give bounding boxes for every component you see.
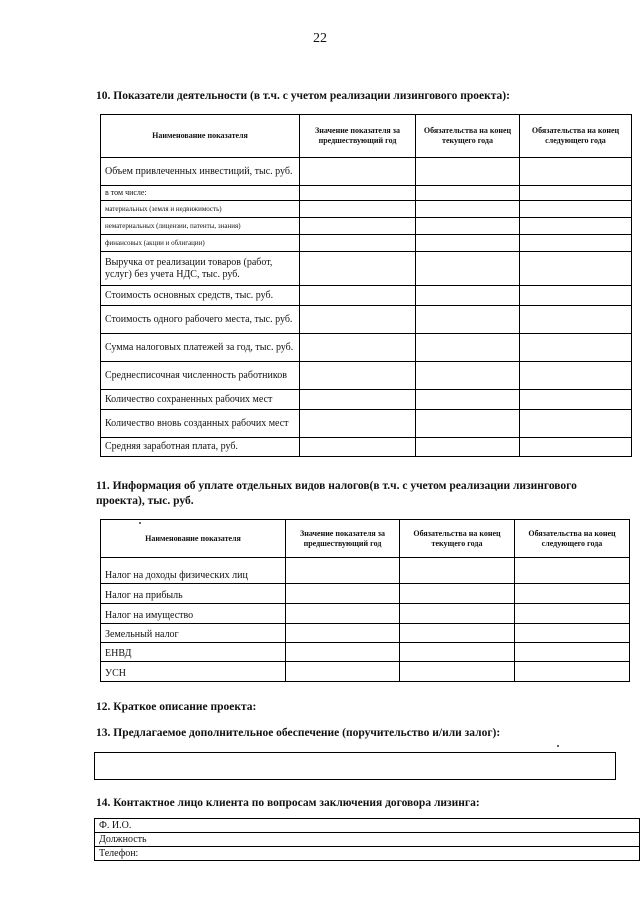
row-label: Налог на доходы физических лиц bbox=[101, 558, 286, 584]
value-cell[interactable] bbox=[300, 158, 416, 186]
row-label: в том числе: bbox=[101, 186, 300, 201]
row-label: ЕНВД bbox=[101, 643, 286, 662]
value-cell[interactable] bbox=[286, 558, 400, 584]
row-label: Объем привлеченных инвестиций, тыс. руб. bbox=[101, 158, 300, 186]
section-14-title: 14. Контактное лицо клиента по вопросам заключения договора лизинга: bbox=[96, 797, 480, 809]
value-cell[interactable] bbox=[400, 662, 515, 682]
section-13-title: 13. Предлагаемое дополнительное обеспечение (поручительство и/или залог): bbox=[96, 727, 501, 739]
row-label: материальных (земля и недвижимость) bbox=[101, 201, 300, 218]
table-row bbox=[101, 390, 632, 410]
value-cell[interactable] bbox=[300, 334, 416, 362]
table-row bbox=[95, 833, 640, 847]
value-cell[interactable] bbox=[520, 235, 632, 252]
value-cell[interactable] bbox=[300, 438, 416, 457]
value-cell[interactable] bbox=[400, 624, 515, 643]
row-label: Земельный налог bbox=[101, 624, 286, 643]
value-cell[interactable] bbox=[515, 624, 630, 643]
value-cell[interactable] bbox=[515, 643, 630, 662]
value-cell[interactable] bbox=[520, 410, 632, 438]
table-row bbox=[101, 438, 632, 457]
row-label: Выручка от реализации товаров (работ, услуг) без учета НДС, тыс. руб. bbox=[101, 252, 300, 286]
header-next-year: Обязательства на конец следующего года bbox=[515, 520, 630, 558]
value-cell[interactable] bbox=[416, 438, 520, 457]
table-row bbox=[101, 286, 632, 306]
row-label: Количество вновь созданных рабочих мест bbox=[101, 410, 300, 438]
row-label: Налог на имущество bbox=[101, 604, 286, 624]
value-cell[interactable] bbox=[416, 201, 520, 218]
value-cell[interactable] bbox=[300, 362, 416, 390]
value-cell[interactable] bbox=[286, 662, 400, 682]
row-label: Налог на прибыль bbox=[101, 584, 286, 604]
table-row bbox=[101, 584, 630, 604]
section-11-title: 11. Информация об уплате отдельных видов налогов(в т.ч. с учетом реализации лизингового проекта), тыс. руб. bbox=[96, 480, 577, 507]
page-number: 22 bbox=[313, 31, 327, 46]
value-cell[interactable] bbox=[416, 306, 520, 334]
row-label: Средняя заработная плата, руб. bbox=[101, 438, 300, 457]
header-previous-year: Значение показателя за предшествующий год bbox=[300, 115, 416, 158]
value-cell[interactable] bbox=[520, 286, 632, 306]
contact-position-field[interactable]: Должность bbox=[95, 833, 640, 847]
value-cell[interactable] bbox=[300, 390, 416, 410]
value-cell[interactable] bbox=[416, 410, 520, 438]
table-row bbox=[101, 158, 632, 186]
table-row bbox=[101, 662, 630, 682]
row-label: Стоимость одного рабочего места, тыс. руб. bbox=[101, 306, 300, 334]
header-indicator-name: Наименование показателя bbox=[101, 115, 300, 158]
section-11-table bbox=[100, 519, 630, 682]
value-cell[interactable] bbox=[416, 158, 520, 186]
table-row bbox=[101, 334, 632, 362]
value-cell[interactable] bbox=[515, 584, 630, 604]
value-cell[interactable] bbox=[286, 604, 400, 624]
value-cell[interactable] bbox=[520, 362, 632, 390]
table-row bbox=[101, 643, 630, 662]
value-cell[interactable] bbox=[400, 558, 515, 584]
row-label: Сумма налоговых платежей за год, тыс. руб. bbox=[101, 334, 300, 362]
row-label: Среднесписочная численность работников bbox=[101, 362, 300, 390]
table-row bbox=[101, 624, 630, 643]
value-cell[interactable] bbox=[300, 306, 416, 334]
row-label: Стоимость основных средств, тыс. руб. bbox=[101, 286, 300, 306]
collateral-field[interactable] bbox=[94, 752, 616, 780]
value-cell[interactable] bbox=[515, 662, 630, 682]
value-cell[interactable] bbox=[300, 410, 416, 438]
table-row bbox=[101, 235, 632, 252]
scan-dot bbox=[557, 745, 559, 747]
row-label: нематериальных (лицензии, патенты, знания) bbox=[101, 218, 300, 235]
header-current-year: Обязательства на конец текущего года bbox=[400, 520, 515, 558]
value-cell[interactable] bbox=[515, 558, 630, 584]
value-cell[interactable] bbox=[400, 643, 515, 662]
table-row bbox=[95, 847, 640, 861]
table-row bbox=[101, 604, 630, 624]
table-row bbox=[101, 306, 632, 334]
section-10-title: 10. Показатели деятельности (в т.ч. с учетом реализации лизингового проекта): bbox=[96, 90, 510, 102]
value-cell[interactable] bbox=[400, 584, 515, 604]
header-previous-year: Значение показателя за предшествующий год bbox=[286, 520, 400, 558]
table-row bbox=[101, 558, 630, 584]
value-cell[interactable] bbox=[520, 334, 632, 362]
value-cell[interactable] bbox=[300, 218, 416, 235]
value-cell[interactable] bbox=[300, 186, 416, 201]
row-label: УСН bbox=[101, 662, 286, 682]
value-cell[interactable] bbox=[520, 438, 632, 457]
table-row bbox=[101, 201, 632, 218]
value-cell[interactable] bbox=[300, 252, 416, 286]
table-row bbox=[101, 410, 632, 438]
row-label: финансовых (акции и облигации) bbox=[101, 235, 300, 252]
value-cell[interactable] bbox=[520, 252, 632, 286]
value-cell[interactable] bbox=[416, 186, 520, 201]
value-cell[interactable] bbox=[515, 604, 630, 624]
value-cell[interactable] bbox=[416, 252, 520, 286]
value-cell[interactable] bbox=[300, 201, 416, 218]
value-cell[interactable] bbox=[520, 158, 632, 186]
value-cell[interactable] bbox=[416, 235, 520, 252]
value-cell[interactable] bbox=[520, 390, 632, 410]
table-row bbox=[101, 252, 632, 286]
contact-table bbox=[94, 818, 640, 861]
section-12-title: 12. Краткое описание проекта: bbox=[96, 701, 257, 713]
row-label: Количество сохраненных рабочих мест bbox=[101, 390, 300, 410]
value-cell[interactable] bbox=[400, 604, 515, 624]
value-cell[interactable] bbox=[416, 286, 520, 306]
value-cell[interactable] bbox=[416, 218, 520, 235]
contact-name-field[interactable]: Ф. И.О. bbox=[95, 819, 640, 833]
header-indicator-name: Наименование показателя bbox=[101, 520, 286, 558]
value-cell[interactable] bbox=[286, 624, 400, 643]
header-next-year: Обязательства на конец следующего года bbox=[520, 115, 632, 158]
section-10-table bbox=[100, 114, 632, 457]
table-row bbox=[101, 186, 632, 201]
value-cell[interactable] bbox=[416, 334, 520, 362]
value-cell[interactable] bbox=[520, 306, 632, 334]
value-cell[interactable] bbox=[416, 362, 520, 390]
value-cell[interactable] bbox=[416, 390, 520, 410]
value-cell[interactable] bbox=[520, 218, 632, 235]
contact-phone-field[interactable]: Телефон: bbox=[95, 847, 640, 861]
value-cell[interactable] bbox=[300, 235, 416, 252]
header-current-year: Обязательства на конец текущего года bbox=[416, 115, 520, 158]
table-row bbox=[101, 218, 632, 235]
value-cell[interactable] bbox=[520, 201, 632, 218]
table-row bbox=[101, 362, 632, 390]
table-row bbox=[95, 819, 640, 833]
value-cell[interactable] bbox=[300, 286, 416, 306]
value-cell[interactable] bbox=[286, 643, 400, 662]
value-cell[interactable] bbox=[520, 186, 632, 201]
value-cell[interactable] bbox=[286, 584, 400, 604]
